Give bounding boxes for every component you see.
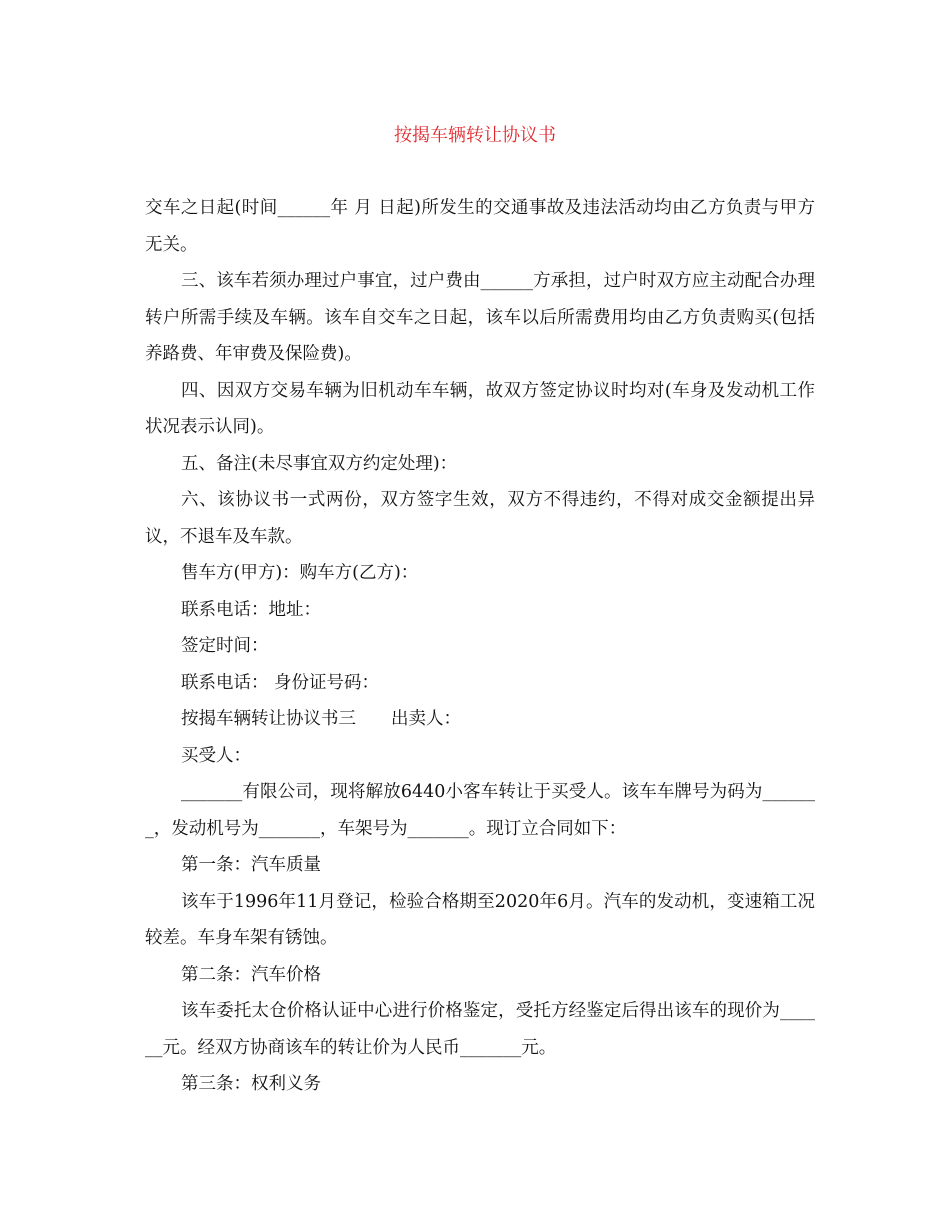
section-heading: 按揭车辆转让协议书三 出卖人： (181, 709, 461, 729)
signature-line-parties: 售车方(甲方)：购车方(乙方)： (181, 563, 419, 583)
paragraph: 买受人： (181, 745, 251, 766)
paragraph: 六、该协议书一式两份，双方签字生效，双方不得违约，不得对成交金额提出异议，不退车及车款。 (145, 490, 815, 547)
paragraph: _______有限公司，现将解放6440小客车转让于买受人。该车车牌号为码为_______，发动机号为_______，车架号为_______。现订立合同如下： (145, 782, 815, 839)
signature-line-date: 签定时间： (181, 636, 269, 656)
paragraph: 该车委托太仓价格认证中心进行价格鉴定，受托方经鉴定后得出该车的现价为______元。经双方协商该车的转让价为人民币_______元。 (145, 1001, 815, 1058)
document-title: 按揭车辆转让协议书 (394, 125, 556, 146)
paragraph: 三、该车若须办理过户事宜，过户费由______方承担，过户时双方应主动配合办理转户所需手续及车辆。该车自交车之日起，该车以后所需费用均由乙方负责购买(包括养路费、年审费及保险费)。 (145, 271, 815, 364)
document-body (145, 190, 815, 1103)
paragraph: 五、备注(未尽事宜双方约定处理)： (181, 453, 458, 474)
signature-line-contact: 联系电话：地址： (181, 599, 321, 620)
signature-line-id: 联系电话： 身份证号码： (181, 672, 380, 693)
article-heading: 第一条：汽车质量 (181, 855, 321, 875)
article-heading: 第二条：汽车价格 (181, 964, 321, 985)
paragraph: 四、因双方交易车辆为旧机动车车辆，故双方签定协议时均对(车身及发动机工作状况表示认同)。 (145, 380, 815, 437)
paragraph: 该车于1996年11月登记，检验合格期至2020年6月。汽车的发动机，变速箱工况较差。车身车架有锈蚀。 (145, 891, 815, 948)
paragraph: 交车之日起(时间______年 月 日起)所发生的交通事故及违法活动均由乙方负责与甲方无关。 (145, 198, 815, 255)
article-heading: 第三条：权利义务 (181, 1074, 321, 1094)
